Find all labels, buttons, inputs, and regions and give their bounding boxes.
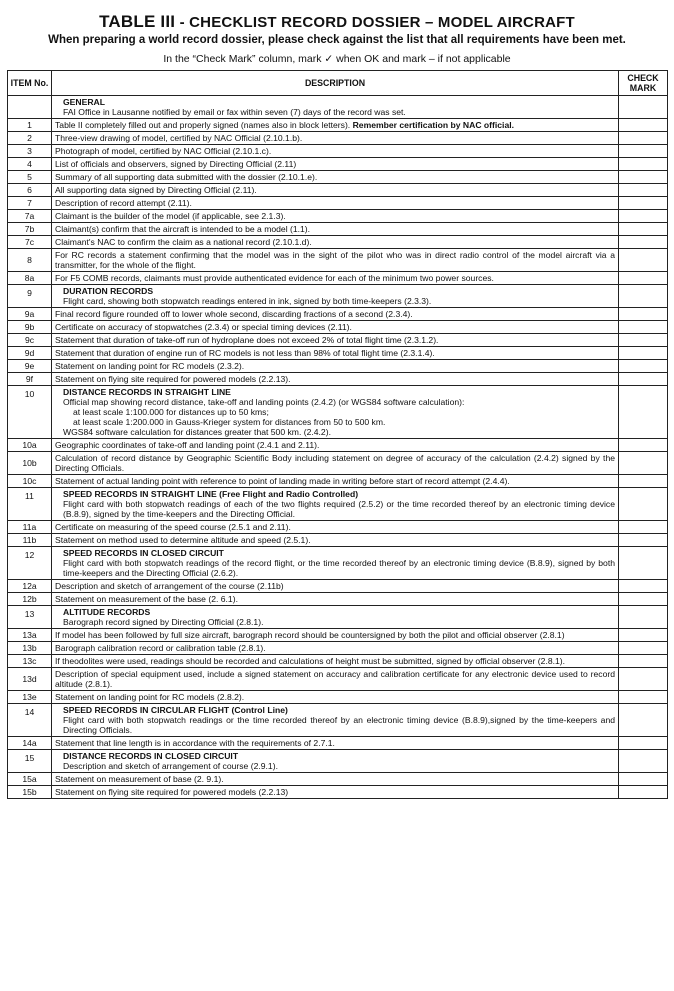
check-mark-cell[interactable] <box>619 773 668 786</box>
item-description <box>52 704 619 737</box>
table-row <box>8 691 668 704</box>
item-description <box>52 272 619 285</box>
item-description <box>52 132 619 145</box>
item-number: 15a <box>8 773 52 786</box>
check-mark-cell[interactable] <box>619 629 668 642</box>
item-text: Description of record attempt (2.11). <box>55 198 192 208</box>
check-mark-cell[interactable] <box>619 223 668 236</box>
item-number: 9d <box>8 347 52 360</box>
check-mark-cell[interactable] <box>619 439 668 452</box>
item-number: 9a <box>8 308 52 321</box>
item-description <box>52 488 619 521</box>
table-row <box>8 272 668 285</box>
check-mark-cell[interactable] <box>619 750 668 773</box>
item-number: 9e <box>8 360 52 373</box>
table-row <box>8 750 668 773</box>
item-number: 15b <box>8 786 52 799</box>
check-mark-cell[interactable] <box>619 236 668 249</box>
check-mark-cell[interactable] <box>619 171 668 184</box>
item-description <box>52 321 619 334</box>
item-description <box>52 347 619 360</box>
item-description <box>52 521 619 534</box>
table-row <box>8 593 668 606</box>
check-mark-cell[interactable] <box>619 249 668 272</box>
item-text: Summary of all supporting data submitted with the dossier (2.10.1.e). <box>55 172 318 182</box>
item-description <box>52 691 619 704</box>
item-description <box>52 606 619 629</box>
check-mark-cell[interactable] <box>619 96 668 119</box>
item-text: Certificate on measuring of the speed course (2.5.1 and 2.11). <box>55 522 291 532</box>
item-text: Calculation of record distance by Geographic Scientific Body including statement on degree of accuracy of the calculation (2.4.2) signed by the Directing Officials. <box>55 453 615 473</box>
check-mark-cell[interactable] <box>619 386 668 439</box>
check-mark-cell[interactable] <box>619 655 668 668</box>
item-text: Barograph record signed by Directing Official (2.8.1). <box>63 617 264 627</box>
item-number: 7c <box>8 236 52 249</box>
item-number: 9f <box>8 373 52 386</box>
item-text: Claimant's NAC to confirm the claim as a national record (2.10.1.d). <box>55 237 312 247</box>
check-mark-cell[interactable] <box>619 691 668 704</box>
item-number: 11b <box>8 534 52 547</box>
table-row <box>8 386 668 439</box>
item-number: 7b <box>8 223 52 236</box>
item-text: Statement of actual landing point with reference to point of landing made in writing before start of record attempt (2.4.4). <box>55 476 510 486</box>
item-description <box>52 439 619 452</box>
item-description <box>52 373 619 386</box>
item-text: Official map showing record distance, take-off and landing points (2.4.2) (or WGS84 software calculation): <box>63 397 465 407</box>
item-text: Flight card with both stopwatch readings or the time recorded thereof by an electronic timing device (B.8.9),signed by the time-keepers and Directing Officials. <box>63 715 615 735</box>
table-row <box>8 668 668 691</box>
table-row <box>8 629 668 642</box>
check-mark-cell[interactable] <box>619 642 668 655</box>
item-number: 11 <box>8 488 52 521</box>
item-text: Final record figure rounded off to lower whole second, discarding fractions of a second (2.3.4). <box>55 309 413 319</box>
item-number: 13a <box>8 629 52 642</box>
item-text: Statement on landing point for RC models (2.3.2). <box>55 361 245 371</box>
check-mark-cell[interactable] <box>619 521 668 534</box>
item-number: 14 <box>8 704 52 737</box>
check-mark-cell[interactable] <box>619 534 668 547</box>
item-text: Geographic coordinates of take-off and landing point (2.4.1 and 2.11). <box>55 440 320 450</box>
table-row <box>8 210 668 223</box>
check-mark-cell[interactable] <box>619 145 668 158</box>
item-number: 13b <box>8 642 52 655</box>
item-number: 10a <box>8 439 52 452</box>
item-description <box>52 750 619 773</box>
table-row <box>8 773 668 786</box>
item-number <box>8 96 52 119</box>
table-row <box>8 223 668 236</box>
check-mark-cell[interactable] <box>619 668 668 691</box>
check-mark-cell[interactable] <box>619 475 668 488</box>
item-description <box>52 737 619 750</box>
item-text: Three-view drawing of model, certified by NAC Official (2.10.1.b). <box>55 133 303 143</box>
item-text: Statement that duration of engine run of RC models is not less than 98% of total flight time (2.3.1.4). <box>55 348 435 358</box>
title-table-number: TABLE III <box>99 12 176 31</box>
check-mark-cell[interactable] <box>619 488 668 521</box>
item-description <box>52 145 619 158</box>
item-number: 3 <box>8 145 52 158</box>
section-heading: SPEED RECORDS IN CIRCULAR FLIGHT (Control Line) <box>63 705 288 715</box>
table-row <box>8 360 668 373</box>
item-description <box>52 386 619 439</box>
item-description <box>52 655 619 668</box>
item-text-tail: WGS84 software calculation for distances greater that 500 km. (2.4.2). <box>63 427 331 437</box>
table-row <box>8 737 668 750</box>
table-row-general <box>8 96 668 119</box>
item-text: Flight card, showing both stopwatch readings entered in ink, signed by both time-keepers (2.3.3). <box>63 296 432 306</box>
item-text: Statement on measurement of base (2. 9.1). <box>55 774 224 784</box>
table-row <box>8 308 668 321</box>
item-number: 13c <box>8 655 52 668</box>
item-number: 13e <box>8 691 52 704</box>
item-description <box>52 629 619 642</box>
item-number: 9b <box>8 321 52 334</box>
section-heading: ALTITUDE RECORDS <box>63 607 151 617</box>
table-row <box>8 197 668 210</box>
table-header-row <box>8 71 668 96</box>
table-row <box>8 249 668 272</box>
item-number: 1 <box>8 119 52 132</box>
item-number: 14a <box>8 737 52 750</box>
section-heading: DURATION RECORDS <box>63 286 154 296</box>
title-text: CHECKLIST RECORD DOSSIER – MODEL AIRCRAFT <box>189 14 575 31</box>
check-mark-cell[interactable] <box>619 119 668 132</box>
table-row <box>8 145 668 158</box>
item-text: Photograph of model, certified by NAC Official (2.10.1.c). <box>55 146 272 156</box>
table-row <box>8 452 668 475</box>
item-number: 8 <box>8 249 52 272</box>
item-text: Certificate on accuracy of stopwatches (2.3.4) or special timing devices (2.11). <box>55 322 352 332</box>
check-mark-cell[interactable] <box>619 580 668 593</box>
check-mark-cell[interactable] <box>619 197 668 210</box>
table-row <box>8 534 668 547</box>
table-row <box>8 285 668 308</box>
item-description <box>52 642 619 655</box>
page-subtitle: When preparing a world record dossier, please check against the list that all requirements have been met. <box>48 34 626 46</box>
item-description <box>52 668 619 691</box>
section-heading: SPEED RECORDS IN CLOSED CIRCUIT <box>63 548 224 558</box>
table-row <box>8 547 668 580</box>
table-row <box>8 119 668 132</box>
table-row <box>8 580 668 593</box>
table-row <box>8 132 668 145</box>
checklist-table <box>7 70 668 799</box>
item-text: For RC records a statement confirming that the model was in the sight of the pilot who was in direct radio control of the model aircraft via a transmitter, for the whole of the flight. <box>55 250 615 270</box>
check-mark-cell[interactable] <box>619 360 668 373</box>
table-row <box>8 488 668 521</box>
check-mark-cell[interactable] <box>619 272 668 285</box>
item-description <box>52 184 619 197</box>
item-number: 13d <box>8 668 52 691</box>
item-text: If theodolites were used, readings should be recorded and calculations of height must be submitted, signed by official observer (2.8.1). <box>55 656 566 666</box>
item-description <box>52 119 619 132</box>
section-heading: DISTANCE RECORDS IN CLOSED CIRCUIT <box>63 751 239 761</box>
item-text: List of officials and observers, signed by Directing Official (2.11) <box>55 159 297 169</box>
item-number: 10b <box>8 452 52 475</box>
item-text: Claimant(s) confirm that the aircraft is intended to be a model (1.1). <box>55 224 311 234</box>
item-number: 9c <box>8 334 52 347</box>
item-number: 6 <box>8 184 52 197</box>
item-description <box>52 96 619 119</box>
item-description <box>52 534 619 547</box>
table-row <box>8 184 668 197</box>
item-number: 11a <box>8 521 52 534</box>
item-number: 5 <box>8 171 52 184</box>
item-text-emphasis: Remember certification by NAC official. <box>352 120 515 130</box>
item-number: 13 <box>8 606 52 629</box>
item-text: Description and sketch of arrangement of the course (2.11b) <box>55 581 284 591</box>
table-row <box>8 704 668 737</box>
check-mark-cell[interactable] <box>619 704 668 737</box>
check-mark-cell[interactable] <box>619 210 668 223</box>
item-description <box>52 171 619 184</box>
item-description <box>52 249 619 272</box>
item-number: 12a <box>8 580 52 593</box>
item-number: 15 <box>8 750 52 773</box>
item-description <box>52 452 619 475</box>
table-row <box>8 439 668 452</box>
check-mark-cell[interactable] <box>619 593 668 606</box>
item-description <box>52 547 619 580</box>
check-mark-cell[interactable] <box>619 347 668 360</box>
item-text: Table II completely filled out and properly signed (names also in block letters). <box>55 120 353 130</box>
item-subtext: at least scale 1:200.000 in Gauss-Krieger system for distances from 50 to 500 km. <box>73 417 386 427</box>
item-number: 9 <box>8 285 52 308</box>
check-mark-cell[interactable] <box>619 452 668 475</box>
table-row <box>8 606 668 629</box>
item-text: Statement on landing point for RC models (2.8.2). <box>55 692 245 702</box>
item-description <box>52 158 619 171</box>
item-text: Statement on flying site required for powered models (2.2.13). <box>55 374 291 384</box>
table-row <box>8 236 668 249</box>
table-row <box>8 521 668 534</box>
section-heading: DISTANCE RECORDS IN STRAIGHT LINE <box>63 387 231 397</box>
section-heading: SPEED RECORDS IN STRAIGHT LINE (Free Flight and Radio Controlled) <box>63 489 359 499</box>
item-text: Statement on measurement of the base (2. 6.1). <box>55 594 238 604</box>
item-text: FAI Office in Lausanne notified by email or fax within seven (7) days of the record was set. <box>63 107 406 117</box>
table-row <box>8 334 668 347</box>
item-number: 4 <box>8 158 52 171</box>
item-text: Statement on flying site required for powered models (2.2.13) <box>55 787 289 797</box>
item-text: All supporting data signed by Directing Official (2.11). <box>55 185 257 195</box>
check-mark-cell[interactable] <box>619 184 668 197</box>
col-header-item: ITEM No. <box>8 71 52 96</box>
page-title <box>0 12 674 32</box>
table-row <box>8 158 668 171</box>
table-row <box>8 171 668 184</box>
table-row <box>8 642 668 655</box>
item-text: Statement on method used to determine altitude and speed (2.5.1). <box>55 535 311 545</box>
item-text: Flight card with both stopwatch readings of the record flight, or the time recorded thereof by an electronic timing device (B.8.9), signed by both time-keepers and the Directing Official (2.6.2). <box>63 558 615 578</box>
check-mark-cell[interactable] <box>619 334 668 347</box>
item-description <box>52 210 619 223</box>
item-description <box>52 308 619 321</box>
item-text: Statement that line length is in accordance with the requirements of 2.7.1. <box>55 738 335 748</box>
item-number: 7a <box>8 210 52 223</box>
item-number: 12b <box>8 593 52 606</box>
check-mark-cell[interactable] <box>619 606 668 629</box>
check-mark-cell[interactable] <box>619 132 668 145</box>
item-number: 2 <box>8 132 52 145</box>
item-description <box>52 334 619 347</box>
check-mark-cell[interactable] <box>619 158 668 171</box>
item-number: 7 <box>8 197 52 210</box>
item-description <box>52 223 619 236</box>
item-description <box>52 285 619 308</box>
col-header-check: CHECK MARK <box>619 71 668 96</box>
check-mark-cell[interactable] <box>619 308 668 321</box>
item-description <box>52 593 619 606</box>
item-text: Barograph calibration record or calibration table (2.8.1). <box>55 643 266 653</box>
title-separator: - <box>175 14 190 31</box>
item-description <box>52 475 619 488</box>
item-text: Claimant is the builder of the model (if applicable, see 2.1.3). <box>55 211 286 221</box>
table-row <box>8 475 668 488</box>
table-row <box>8 373 668 386</box>
check-mark-cell[interactable] <box>619 737 668 750</box>
item-text: Flight card with both stopwatch readings of each of the two flights required (2.5.2) or the time recorded thereof by an electronic timing device (B.8.9), signed by the time-keepers and the Directing Official. <box>63 499 615 519</box>
check-mark-cell[interactable] <box>619 786 668 799</box>
item-number: 10 <box>8 386 52 439</box>
table-row <box>8 321 668 334</box>
item-description <box>52 360 619 373</box>
item-number: 12 <box>8 547 52 580</box>
item-description <box>52 786 619 799</box>
check-mark-cell[interactable] <box>619 547 668 580</box>
item-text: Description and sketch of arrangement of course (2.9.1). <box>63 761 278 771</box>
check-mark-cell[interactable] <box>619 373 668 386</box>
item-text: For F5 COMB records, claimants must provide authenticated evidence for each of the minimum two power sources. <box>55 273 494 283</box>
table-row <box>8 786 668 799</box>
table-row <box>8 655 668 668</box>
item-text: If model has been followed by full size aircraft, barograph record should be countersigned by both the pilot and official observer (2.8.1) <box>55 630 565 640</box>
check-mark-cell[interactable] <box>619 285 668 308</box>
item-description <box>52 197 619 210</box>
item-description <box>52 580 619 593</box>
check-mark-cell[interactable] <box>619 321 668 334</box>
item-text: Description of special equipment used, include a signed statement on accuracy and calibration certificate for any electronic device used to record altitude (2.8.1). <box>55 669 615 689</box>
item-number: 10c <box>8 475 52 488</box>
item-text: Statement that duration of take-off run of hydroplane does not exceed 2% of total flight time (2.3.1.2). <box>55 335 439 345</box>
check-mark-instruction: In the “Check Mark” column, mark ✓ when OK and mark – if not applicable <box>163 53 511 65</box>
item-description <box>52 236 619 249</box>
item-number: 8a <box>8 272 52 285</box>
table-row <box>8 347 668 360</box>
section-heading: GENERAL <box>63 97 106 107</box>
item-description <box>52 773 619 786</box>
item-subtext: at least scale 1:100.000 for distances up to 50 kms; <box>73 407 269 417</box>
col-header-description: DESCRIPTION <box>52 71 619 96</box>
